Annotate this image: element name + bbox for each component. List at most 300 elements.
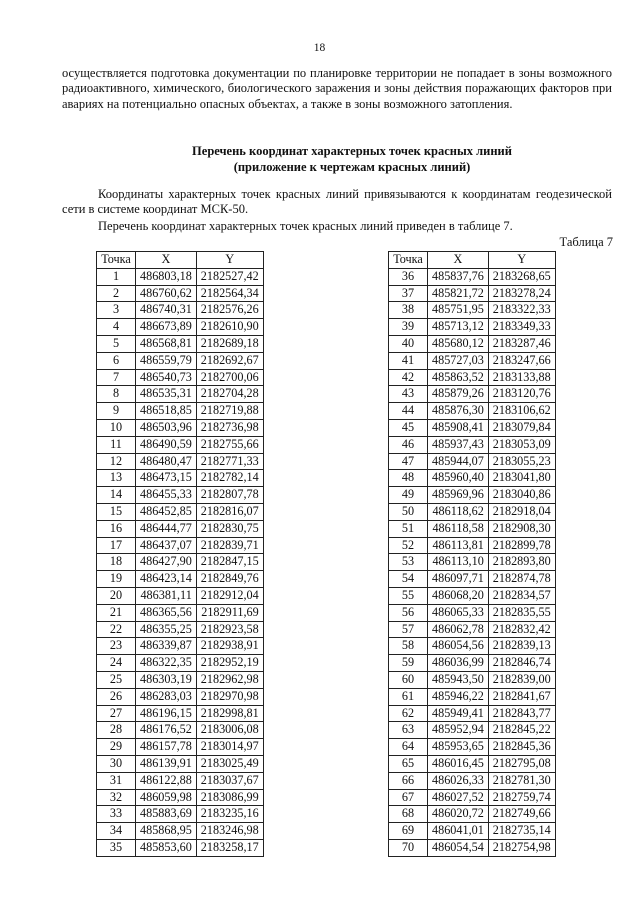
table-caption: Таблица 7 <box>559 235 613 249</box>
table-row <box>97 537 264 554</box>
cell-y: 2183120,76 <box>488 386 555 403</box>
cell-x: 486535,31 <box>136 386 197 403</box>
cell-point: 41 <box>389 352 428 369</box>
table-row <box>389 823 556 840</box>
table-row <box>97 621 264 638</box>
cell-point: 4 <box>97 319 136 336</box>
cell-x: 486455,33 <box>136 487 197 504</box>
cell-point: 9 <box>97 403 136 420</box>
table-row <box>389 587 556 604</box>
cell-point: 33 <box>97 806 136 823</box>
cell-y: 2183040,86 <box>488 487 555 504</box>
cell-y: 2182918,04 <box>488 503 555 520</box>
cell-x: 486176,52 <box>136 722 197 739</box>
cell-y: 2182839,00 <box>488 671 555 688</box>
cell-x: 485952,94 <box>428 722 489 739</box>
cell-x: 486054,54 <box>428 839 489 856</box>
cell-x: 486041,01 <box>428 823 489 840</box>
table-row <box>389 806 556 823</box>
table-row <box>389 453 556 470</box>
cell-x: 485943,50 <box>428 671 489 688</box>
cell-y: 2182847,15 <box>196 554 263 571</box>
table-row <box>97 671 264 688</box>
cell-x: 486365,56 <box>136 604 197 621</box>
cell-point: 60 <box>389 671 428 688</box>
table-row <box>389 739 556 756</box>
cell-y: 2182689,18 <box>196 335 263 352</box>
cell-x: 486423,14 <box>136 571 197 588</box>
cell-x: 485680,12 <box>428 335 489 352</box>
cell-y: 2182962,98 <box>196 671 263 688</box>
cell-x: 485853,60 <box>136 839 197 856</box>
cell-point: 47 <box>389 453 428 470</box>
table-row <box>97 520 264 537</box>
table-row <box>389 655 556 672</box>
cell-y: 2182564,34 <box>196 285 263 302</box>
cell-y: 2183006,08 <box>196 722 263 739</box>
table-row <box>97 335 264 352</box>
cell-x: 485876,30 <box>428 403 489 420</box>
cell-y: 2182874,78 <box>488 571 555 588</box>
cell-point: 10 <box>97 419 136 436</box>
table-row <box>97 705 264 722</box>
table-row <box>97 419 264 436</box>
cell-x: 486059,98 <box>136 789 197 806</box>
cell-x: 485879,26 <box>428 386 489 403</box>
cell-y: 2182781,30 <box>488 772 555 789</box>
header-point: Точка <box>389 252 428 269</box>
cell-x: 485863,52 <box>428 369 489 386</box>
table-row <box>97 638 264 655</box>
cell-y: 2183037,67 <box>196 772 263 789</box>
cell-point: 23 <box>97 638 136 655</box>
cell-x: 485883,69 <box>136 806 197 823</box>
cell-point: 46 <box>389 436 428 453</box>
table-row <box>389 268 556 285</box>
table-header-row <box>97 252 264 269</box>
cell-y: 2182846,74 <box>488 655 555 672</box>
cell-point: 13 <box>97 470 136 487</box>
table-row <box>97 806 264 823</box>
cell-point: 49 <box>389 487 428 504</box>
cell-point: 66 <box>389 772 428 789</box>
cell-y: 2182899,78 <box>488 537 555 554</box>
table-reference-paragraph: Перечень координат характерных точек красных линий приведен в таблице 7. <box>98 219 513 233</box>
cell-y: 2182771,33 <box>196 453 263 470</box>
cell-x: 485944,07 <box>428 453 489 470</box>
cell-point: 56 <box>389 604 428 621</box>
table-row <box>389 285 556 302</box>
cell-x: 486016,45 <box>428 755 489 772</box>
cell-y: 2182692,67 <box>196 352 263 369</box>
cell-point: 30 <box>97 755 136 772</box>
cell-y: 2182843,77 <box>488 705 555 722</box>
cell-y: 2182830,75 <box>196 520 263 537</box>
cell-point: 7 <box>97 369 136 386</box>
cell-y: 2183079,84 <box>488 419 555 436</box>
cell-x: 485949,41 <box>428 705 489 722</box>
cell-y: 2183235,16 <box>196 806 263 823</box>
cell-y: 2182893,80 <box>488 554 555 571</box>
cell-x: 486355,25 <box>136 621 197 638</box>
cell-y: 2182832,42 <box>488 621 555 638</box>
cell-y: 2182610,90 <box>196 319 263 336</box>
table-row <box>389 638 556 655</box>
cell-x: 486036,99 <box>428 655 489 672</box>
table-row <box>97 604 264 621</box>
cell-y: 2182952,19 <box>196 655 263 672</box>
cell-y: 2182911,69 <box>196 604 263 621</box>
table-row <box>97 571 264 588</box>
table-row <box>389 352 556 369</box>
cell-point: 29 <box>97 739 136 756</box>
cell-x: 486437,07 <box>136 537 197 554</box>
cell-y: 2183025,49 <box>196 755 263 772</box>
cell-y: 2182908,30 <box>488 520 555 537</box>
cell-x: 485837,76 <box>428 268 489 285</box>
header-point: Точка <box>97 252 136 269</box>
table-row <box>389 722 556 739</box>
cell-y: 2183268,65 <box>488 268 555 285</box>
table-row <box>97 319 264 336</box>
cell-x: 485937,43 <box>428 436 489 453</box>
cell-point: 44 <box>389 403 428 420</box>
cell-point: 8 <box>97 386 136 403</box>
table-row <box>389 755 556 772</box>
table-row <box>97 268 264 285</box>
cell-y: 2183041,80 <box>488 470 555 487</box>
cell-point: 69 <box>389 823 428 840</box>
cell-x: 485969,96 <box>428 487 489 504</box>
table-row <box>97 739 264 756</box>
table-row <box>97 285 264 302</box>
cell-y: 2183133,88 <box>488 369 555 386</box>
cell-point: 39 <box>389 319 428 336</box>
cell-point: 70 <box>389 839 428 856</box>
cell-point: 57 <box>389 621 428 638</box>
cell-point: 52 <box>389 537 428 554</box>
cell-y: 2182998,81 <box>196 705 263 722</box>
cell-y: 2182736,98 <box>196 419 263 436</box>
cell-point: 36 <box>389 268 428 285</box>
cell-point: 14 <box>97 487 136 504</box>
cell-y: 2182782,14 <box>196 470 263 487</box>
cell-y: 2182704,28 <box>196 386 263 403</box>
table-row <box>97 755 264 772</box>
cell-point: 63 <box>389 722 428 739</box>
cell-x: 486490,59 <box>136 436 197 453</box>
cell-x: 486473,15 <box>136 470 197 487</box>
cell-y: 2182923,58 <box>196 621 263 638</box>
cell-point: 18 <box>97 554 136 571</box>
table-row <box>97 503 264 520</box>
table-row <box>389 419 556 436</box>
cell-point: 19 <box>97 571 136 588</box>
cell-y: 2182841,67 <box>488 688 555 705</box>
intro-paragraph: осуществляется подготовка документации по планировке территории не попадает в зоны возможного радиоактивного, химического, биологического заражения и зоны действия поражающих факторов при авариях на потенциально опасных объектах, а также в зоны возможного затопления. <box>62 66 612 111</box>
cell-x: 485946,22 <box>428 688 489 705</box>
cell-y: 2183246,98 <box>196 823 263 840</box>
cell-point: 3 <box>97 302 136 319</box>
cell-x: 485953,65 <box>428 739 489 756</box>
cell-x: 485751,95 <box>428 302 489 319</box>
table-row <box>389 386 556 403</box>
table-row <box>389 671 556 688</box>
cell-y: 2182795,08 <box>488 755 555 772</box>
cell-x: 486027,52 <box>428 789 489 806</box>
cell-x: 486381,11 <box>136 587 197 604</box>
cell-point: 17 <box>97 537 136 554</box>
table-row <box>97 587 264 604</box>
cell-point: 16 <box>97 520 136 537</box>
cell-y: 2183086,99 <box>196 789 263 806</box>
cell-point: 50 <box>389 503 428 520</box>
cell-y: 2183053,09 <box>488 436 555 453</box>
cell-point: 59 <box>389 655 428 672</box>
cell-x: 486065,33 <box>428 604 489 621</box>
cell-point: 28 <box>97 722 136 739</box>
cell-x: 486568,81 <box>136 335 197 352</box>
cell-x: 486118,62 <box>428 503 489 520</box>
cell-y: 2182700,06 <box>196 369 263 386</box>
cell-x: 486760,62 <box>136 285 197 302</box>
header-x: X <box>428 252 489 269</box>
cell-x: 486097,71 <box>428 571 489 588</box>
cell-point: 1 <box>97 268 136 285</box>
cell-point: 35 <box>97 839 136 856</box>
cell-point: 22 <box>97 621 136 638</box>
cell-x: 485727,03 <box>428 352 489 369</box>
table-row <box>389 369 556 386</box>
cell-x: 486452,85 <box>136 503 197 520</box>
table-row <box>97 839 264 856</box>
table-row <box>389 470 556 487</box>
table-row <box>389 772 556 789</box>
cell-point: 27 <box>97 705 136 722</box>
cell-x: 486122,88 <box>136 772 197 789</box>
cell-x: 486339,87 <box>136 638 197 655</box>
cell-y: 2182719,88 <box>196 403 263 420</box>
table-row <box>389 705 556 722</box>
cell-x: 485908,41 <box>428 419 489 436</box>
cell-x: 486157,78 <box>136 739 197 756</box>
cell-y: 2182816,07 <box>196 503 263 520</box>
table-row <box>389 789 556 806</box>
cell-x: 486283,03 <box>136 688 197 705</box>
coordinates-paragraph: Координаты характерных точек красных линий привязываются к координатам геодезической сети в системе координат МСК-50. <box>62 187 612 217</box>
cell-y: 2182839,13 <box>488 638 555 655</box>
cell-x: 486540,73 <box>136 369 197 386</box>
cell-point: 38 <box>389 302 428 319</box>
cell-point: 65 <box>389 755 428 772</box>
cell-point: 53 <box>389 554 428 571</box>
cell-point: 25 <box>97 671 136 688</box>
cell-y: 2182527,42 <box>196 268 263 285</box>
cell-x: 486020,72 <box>428 806 489 823</box>
table-row <box>97 789 264 806</box>
cell-point: 42 <box>389 369 428 386</box>
cell-y: 2182835,55 <box>488 604 555 621</box>
table-row <box>389 537 556 554</box>
cell-point: 34 <box>97 823 136 840</box>
cell-point: 2 <box>97 285 136 302</box>
cell-point: 51 <box>389 520 428 537</box>
section-heading-line-2: (приложение к чертежам красных линий) <box>233 159 471 174</box>
cell-point: 64 <box>389 739 428 756</box>
table-row <box>97 688 264 705</box>
cell-x: 486139,91 <box>136 755 197 772</box>
table-row <box>389 487 556 504</box>
header-y: Y <box>488 252 555 269</box>
cell-x: 486444,77 <box>136 520 197 537</box>
cell-point: 26 <box>97 688 136 705</box>
table-row <box>97 436 264 453</box>
cell-y: 2183258,17 <box>196 839 263 856</box>
cell-y: 2183349,33 <box>488 319 555 336</box>
cell-point: 40 <box>389 335 428 352</box>
coordinates-table-left <box>96 251 264 857</box>
table-row <box>97 386 264 403</box>
table-row <box>97 453 264 470</box>
table-row <box>97 554 264 571</box>
cell-y: 2182576,26 <box>196 302 263 319</box>
cell-x: 486196,15 <box>136 705 197 722</box>
cell-x: 486026,33 <box>428 772 489 789</box>
table-row <box>389 319 556 336</box>
cell-x: 486740,31 <box>136 302 197 319</box>
cell-x: 486503,96 <box>136 419 197 436</box>
cell-point: 32 <box>97 789 136 806</box>
cell-y: 2183287,46 <box>488 335 555 352</box>
cell-point: 37 <box>389 285 428 302</box>
cell-point: 68 <box>389 806 428 823</box>
cell-x: 486518,85 <box>136 403 197 420</box>
cell-x: 485868,95 <box>136 823 197 840</box>
cell-point: 31 <box>97 772 136 789</box>
table-row <box>389 688 556 705</box>
cell-y: 2183247,66 <box>488 352 555 369</box>
cell-y: 2182849,76 <box>196 571 263 588</box>
cell-y: 2182970,98 <box>196 688 263 705</box>
table-row <box>97 369 264 386</box>
table-row <box>97 722 264 739</box>
table-row <box>97 352 264 369</box>
cell-y: 2182754,98 <box>488 839 555 856</box>
cell-y: 2182845,22 <box>488 722 555 739</box>
cell-x: 486068,20 <box>428 587 489 604</box>
cell-y: 2182938,91 <box>196 638 263 655</box>
header-y: Y <box>196 252 263 269</box>
table-row <box>389 554 556 571</box>
cell-y: 2183278,24 <box>488 285 555 302</box>
cell-point: 5 <box>97 335 136 352</box>
cell-x: 486803,18 <box>136 268 197 285</box>
cell-x: 486322,35 <box>136 655 197 672</box>
table-header-row <box>389 252 556 269</box>
cell-y: 2182807,78 <box>196 487 263 504</box>
cell-point: 48 <box>389 470 428 487</box>
cell-x: 486062,78 <box>428 621 489 638</box>
cell-point: 12 <box>97 453 136 470</box>
table-row <box>389 571 556 588</box>
cell-x: 485821,72 <box>428 285 489 302</box>
cell-y: 2182845,36 <box>488 739 555 756</box>
cell-point: 43 <box>389 386 428 403</box>
section-heading-line-1: Перечень координат характерных точек красных линий <box>192 144 512 158</box>
cell-x: 486427,90 <box>136 554 197 571</box>
cell-point: 24 <box>97 655 136 672</box>
cell-point: 55 <box>389 587 428 604</box>
table-row <box>97 403 264 420</box>
cell-x: 485713,12 <box>428 319 489 336</box>
cell-point: 62 <box>389 705 428 722</box>
cell-point: 11 <box>97 436 136 453</box>
table-row <box>389 436 556 453</box>
cell-x: 486559,79 <box>136 352 197 369</box>
coordinates-table-right <box>388 251 556 857</box>
cell-point: 45 <box>389 419 428 436</box>
cell-x: 486673,89 <box>136 319 197 336</box>
cell-point: 61 <box>389 688 428 705</box>
cell-y: 2182749,66 <box>488 806 555 823</box>
cell-y: 2182839,71 <box>196 537 263 554</box>
table-row <box>389 621 556 638</box>
table-row <box>389 503 556 520</box>
cell-y: 2182755,66 <box>196 436 263 453</box>
cell-x: 485960,40 <box>428 470 489 487</box>
cell-y: 2183322,33 <box>488 302 555 319</box>
table-row <box>389 302 556 319</box>
cell-x: 486113,81 <box>428 537 489 554</box>
cell-y: 2182912,04 <box>196 587 263 604</box>
cell-x: 486118,58 <box>428 520 489 537</box>
header-x: X <box>136 252 197 269</box>
cell-y: 2182759,74 <box>488 789 555 806</box>
table-body-left <box>97 268 264 856</box>
cell-point: 67 <box>389 789 428 806</box>
cell-point: 20 <box>97 587 136 604</box>
table-body-right <box>389 268 556 856</box>
cell-point: 15 <box>97 503 136 520</box>
cell-point: 6 <box>97 352 136 369</box>
cell-y: 2183014,97 <box>196 739 263 756</box>
cell-y: 2182735,14 <box>488 823 555 840</box>
table-row <box>97 772 264 789</box>
cell-x: 486480,47 <box>136 453 197 470</box>
cell-x: 486113,10 <box>428 554 489 571</box>
cell-point: 58 <box>389 638 428 655</box>
table-row <box>97 302 264 319</box>
table-row <box>389 335 556 352</box>
table-row <box>389 403 556 420</box>
table-row <box>389 520 556 537</box>
table-row <box>97 655 264 672</box>
page-number: 18 <box>313 42 326 54</box>
cell-y: 2183106,62 <box>488 403 555 420</box>
table-row <box>389 839 556 856</box>
table-row <box>97 470 264 487</box>
table-row <box>97 487 264 504</box>
section-heading <box>62 144 639 175</box>
cell-x: 486054,56 <box>428 638 489 655</box>
cell-y: 2182834,57 <box>488 587 555 604</box>
cell-point: 54 <box>389 571 428 588</box>
table-row <box>389 604 556 621</box>
cell-point: 21 <box>97 604 136 621</box>
cell-y: 2183055,23 <box>488 453 555 470</box>
table-row <box>97 823 264 840</box>
cell-x: 486303,19 <box>136 671 197 688</box>
